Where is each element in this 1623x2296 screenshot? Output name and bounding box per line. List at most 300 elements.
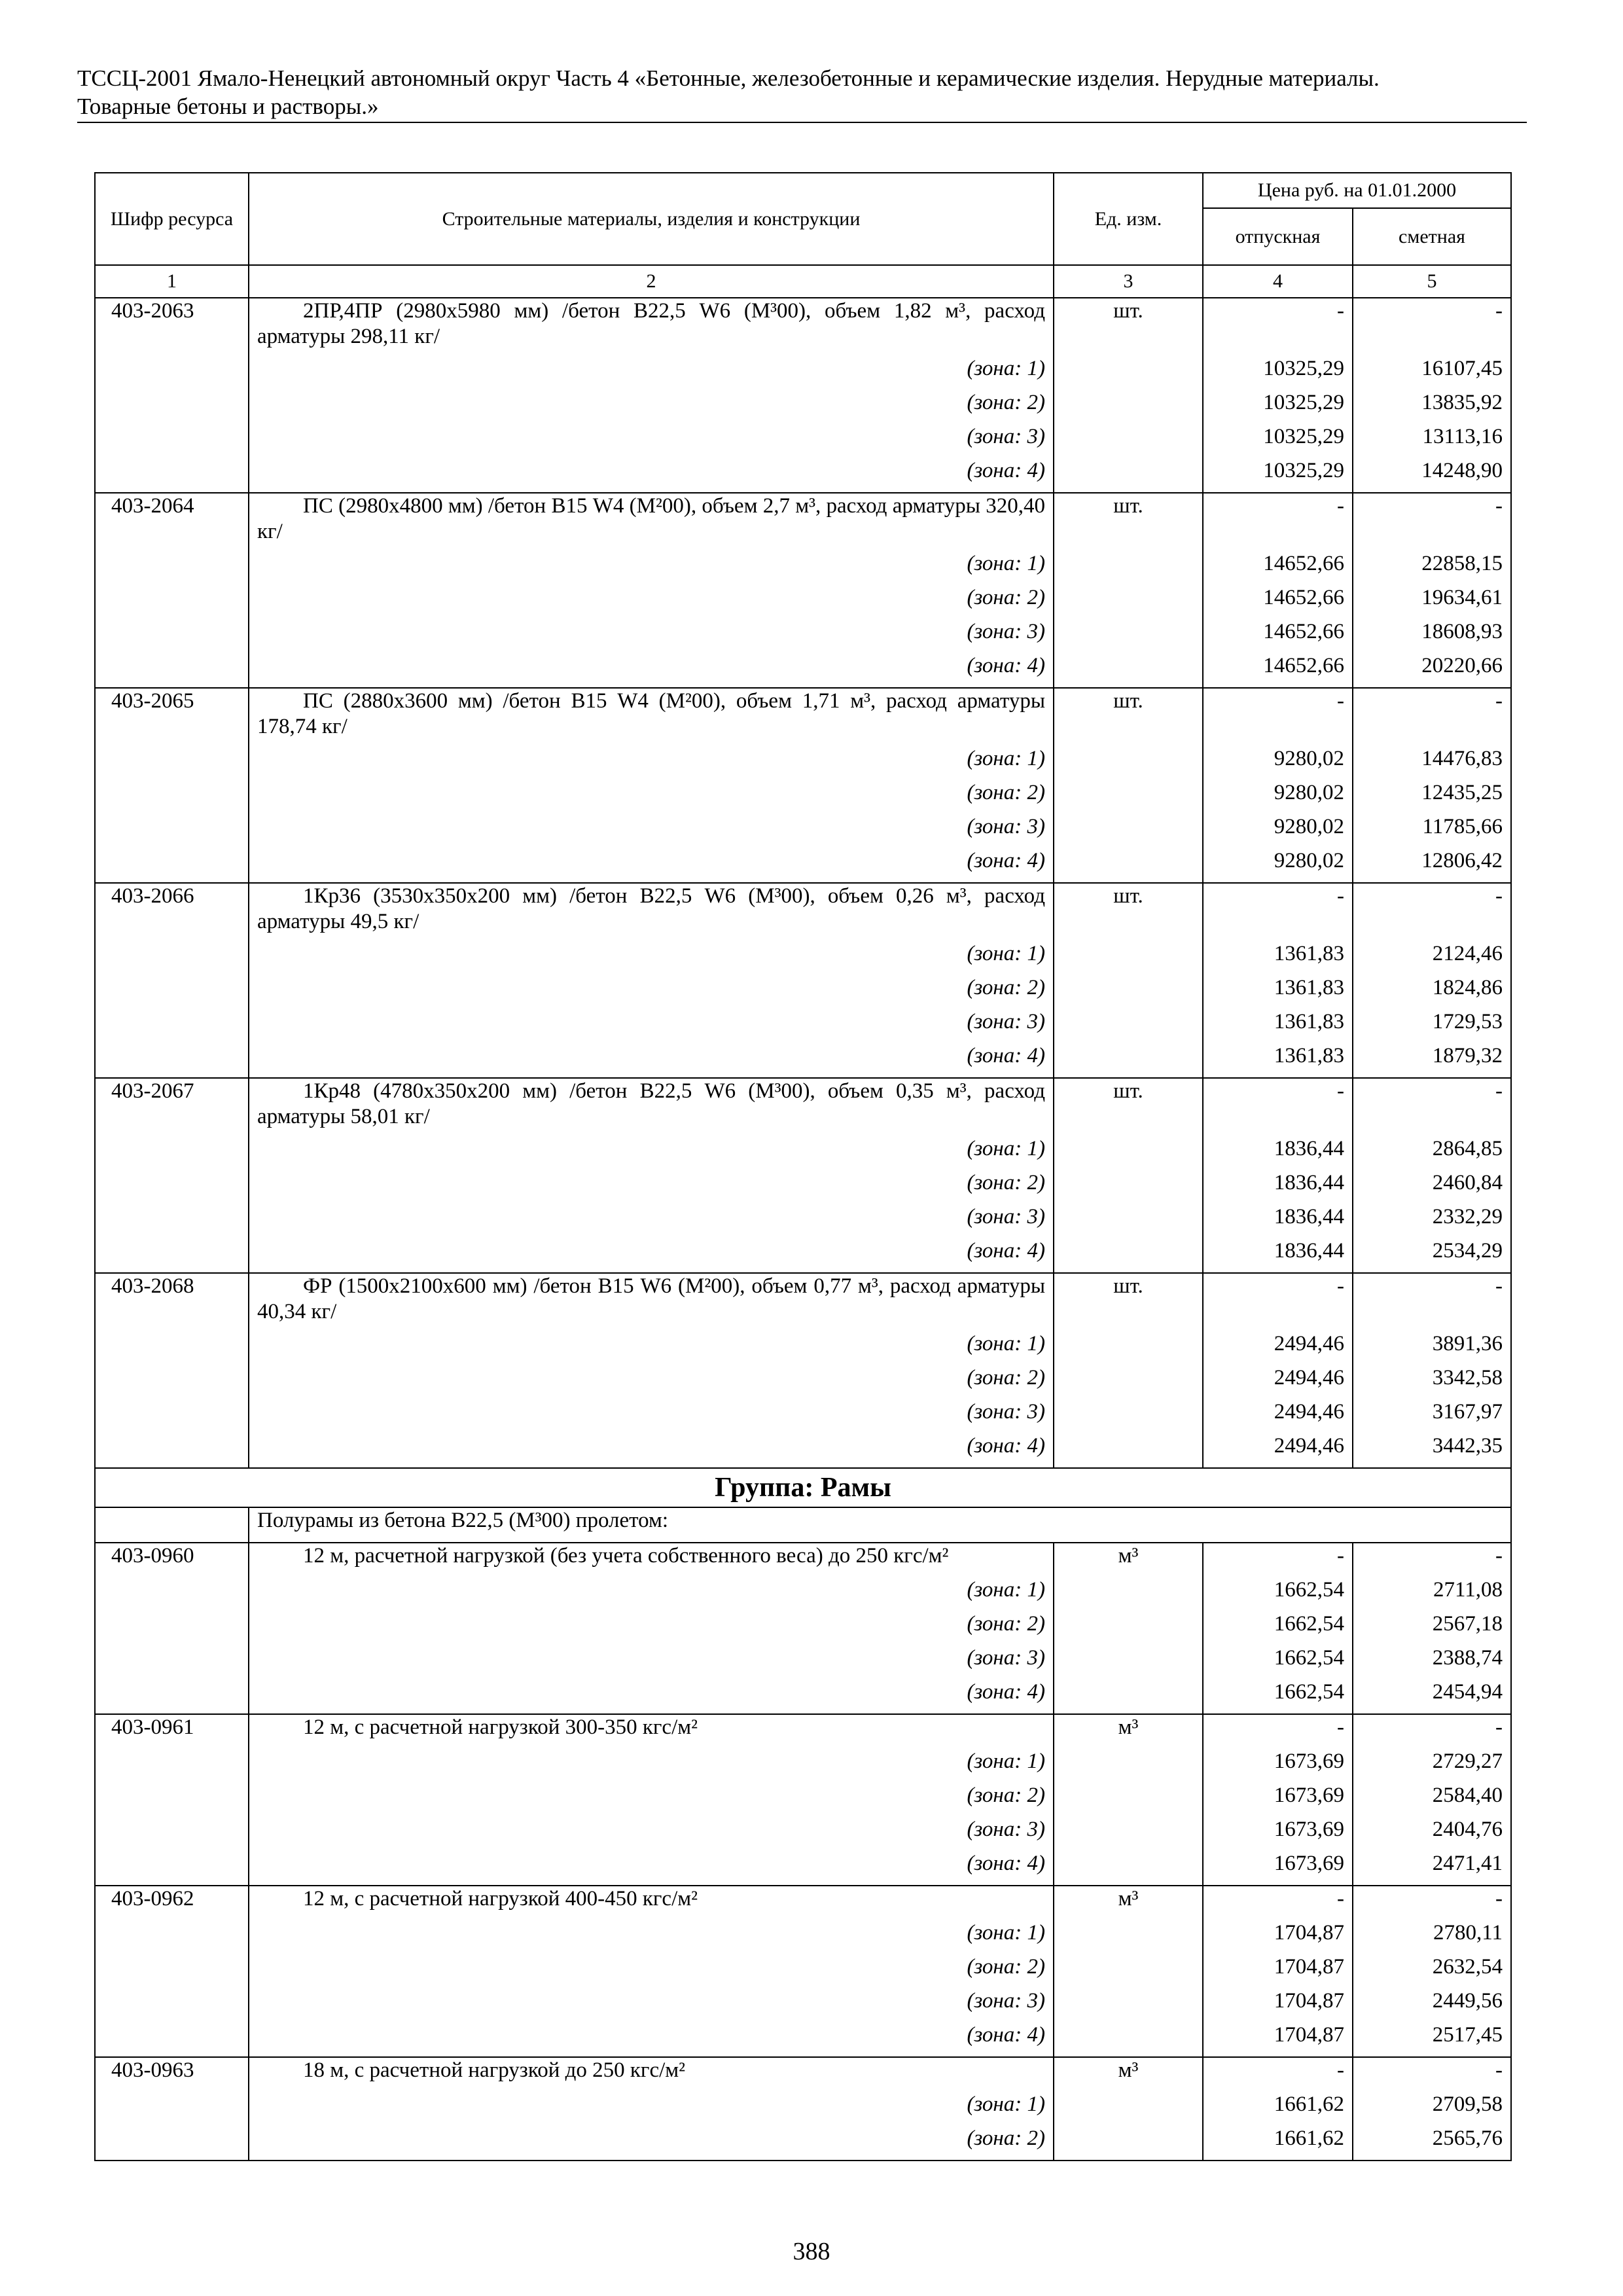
zone-estimate-price: 3442,35 — [1353, 1433, 1511, 1468]
column-header-estimate: сметная — [1353, 208, 1511, 265]
zone-release-price: 1361,83 — [1203, 1043, 1353, 1078]
zone-row — [95, 1136, 1511, 1170]
empty-cell — [1054, 551, 1203, 585]
empty-cell — [1054, 1611, 1203, 1645]
zone-label: (зона: 1) — [249, 2092, 1054, 2126]
zone-row — [95, 1577, 1511, 1611]
empty-cell — [95, 1851, 249, 1886]
zone-release-price: 10325,29 — [1203, 356, 1353, 390]
zone-row — [95, 551, 1511, 585]
zone-label: (зона: 2) — [249, 1954, 1054, 1988]
price-table — [94, 172, 1512, 2161]
empty-cell — [95, 653, 249, 688]
zone-row — [95, 1399, 1511, 1433]
empty-cell — [1054, 1433, 1203, 1468]
zone-release-price: 1704,87 — [1203, 1920, 1353, 1954]
release-price: - — [1203, 1714, 1353, 1749]
empty-cell — [1054, 356, 1203, 390]
resource-code: 403-2068 — [95, 1273, 249, 1331]
empty-cell — [95, 551, 249, 585]
empty-cell — [1054, 653, 1203, 688]
zone-label: (зона: 2) — [249, 585, 1054, 619]
empty-cell — [95, 1507, 249, 1543]
zone-row — [95, 2092, 1511, 2126]
empty-cell — [1054, 390, 1203, 424]
zone-estimate-price: 14248,90 — [1353, 458, 1511, 493]
zone-estimate-price: 2632,54 — [1353, 1954, 1511, 1988]
table-row — [95, 883, 1511, 941]
zone-row — [95, 1365, 1511, 1399]
empty-cell — [95, 2126, 249, 2161]
resource-code: 403-0963 — [95, 2057, 249, 2092]
price-table-container — [94, 172, 1510, 2161]
zone-release-price: 1673,69 — [1203, 1851, 1353, 1886]
item-name: 18 м, с расчетной нагрузкой до 250 кгс/м² — [249, 2057, 1054, 2092]
unit-cell: шт. — [1054, 298, 1203, 356]
zone-row — [95, 2126, 1511, 2161]
empty-cell — [95, 1136, 249, 1170]
zone-label: (зона: 2) — [249, 1611, 1054, 1645]
empty-cell — [95, 585, 249, 619]
zone-estimate-price: 2124,46 — [1353, 941, 1511, 975]
zone-label: (зона: 1) — [249, 1136, 1054, 1170]
zone-label: (зона: 2) — [249, 2126, 1054, 2161]
zone-release-price: 1661,62 — [1203, 2126, 1353, 2161]
table-row — [95, 1273, 1511, 1331]
empty-cell — [1054, 780, 1203, 814]
unit-cell: м³ — [1054, 1714, 1203, 1749]
zone-estimate-price: 2404,76 — [1353, 1817, 1511, 1851]
resource-code: 403-2066 — [95, 883, 249, 941]
zone-row — [95, 1783, 1511, 1817]
zone-label: (зона: 2) — [249, 1365, 1054, 1399]
zone-row — [95, 653, 1511, 688]
zone-label: (зона: 3) — [249, 424, 1054, 458]
zone-release-price: 1836,44 — [1203, 1204, 1353, 1238]
empty-cell — [95, 780, 249, 814]
zone-label: (зона: 1) — [249, 1577, 1054, 1611]
zone-release-price: 1662,54 — [1203, 1645, 1353, 1679]
zone-row — [95, 390, 1511, 424]
item-name: ФР (1500x2100x600 мм) /бетон В15 W6 (М²00), объем 0,77 м³, расход арматуры 40,34 кг/ — [249, 1273, 1054, 1331]
table-row — [95, 298, 1511, 356]
unit-cell: шт. — [1054, 883, 1203, 941]
zone-estimate-price: 2454,94 — [1353, 1679, 1511, 1714]
empty-cell — [95, 1433, 249, 1468]
unit-cell: шт. — [1054, 1273, 1203, 1331]
column-number: 3 — [1054, 265, 1203, 298]
zone-release-price: 1361,83 — [1203, 1009, 1353, 1043]
empty-cell — [1054, 1331, 1203, 1365]
zone-label: (зона: 1) — [249, 746, 1054, 780]
zone-estimate-price: 3167,97 — [1353, 1399, 1511, 1433]
empty-cell — [95, 2022, 249, 2057]
zone-estimate-price: 2534,29 — [1353, 1238, 1511, 1273]
empty-cell — [1054, 848, 1203, 883]
zone-release-price: 10325,29 — [1203, 390, 1353, 424]
table-row — [95, 1886, 1511, 1920]
resource-code: 403-2064 — [95, 493, 249, 551]
zone-row — [95, 975, 1511, 1009]
empty-cell — [95, 356, 249, 390]
empty-cell — [95, 619, 249, 653]
header-line-2: Товарные бетоны и растворы.» — [77, 94, 379, 119]
empty-cell — [1054, 1645, 1203, 1679]
estimate-price: - — [1353, 493, 1511, 551]
empty-cell — [95, 1399, 249, 1433]
zone-release-price: 1836,44 — [1203, 1170, 1353, 1204]
unit-cell: шт. — [1054, 493, 1203, 551]
item-name: 1Кр36 (3530x350x200 мм) /бетон В22,5 W6 (М³00), объем 0,26 м³, расход арматуры 49,5 кг/ — [249, 883, 1054, 941]
page-number: 388 — [793, 2238, 830, 2265]
empty-cell — [1054, 1170, 1203, 1204]
table-row — [95, 493, 1511, 551]
header-divider — [77, 122, 1527, 123]
zone-row — [95, 1920, 1511, 1954]
zone-release-price: 14652,66 — [1203, 585, 1353, 619]
zone-estimate-price: 12435,25 — [1353, 780, 1511, 814]
zone-release-price: 9280,02 — [1203, 746, 1353, 780]
zone-row — [95, 1433, 1511, 1468]
zone-row — [95, 1170, 1511, 1204]
empty-cell — [1054, 1204, 1203, 1238]
zone-estimate-price: 2780,11 — [1353, 1920, 1511, 1954]
zone-row — [95, 1204, 1511, 1238]
zone-row — [95, 424, 1511, 458]
zone-label: (зона: 3) — [249, 1645, 1054, 1679]
estimate-price: - — [1353, 1886, 1511, 1920]
unit-cell: м³ — [1054, 1543, 1203, 1577]
zone-estimate-price: 1879,32 — [1353, 1043, 1511, 1078]
release-price: - — [1203, 1078, 1353, 1136]
zone-estimate-price: 2709,58 — [1353, 2092, 1511, 2126]
table-body-section-a — [95, 298, 1511, 1468]
item-name: ПС (2880x3600 мм) /бетон В15 W4 (М²00), объем 1,71 м³, расход арматуры 178,74 кг/ — [249, 688, 1054, 746]
zone-estimate-price: 19634,61 — [1353, 585, 1511, 619]
zone-estimate-price: 14476,83 — [1353, 746, 1511, 780]
zone-label: (зона: 3) — [249, 1817, 1054, 1851]
zone-row — [95, 1851, 1511, 1886]
estimate-price: - — [1353, 1273, 1511, 1331]
empty-cell — [95, 1043, 249, 1078]
column-number: 5 — [1353, 265, 1511, 298]
header-line-1: ТССЦ-2001 Ямало-Ненецкий автономный округ Часть 4 «Бетонные, железобетонные и керамические изделия. Нерудные материалы. — [77, 65, 1380, 91]
zone-label: (зона: 1) — [249, 356, 1054, 390]
zone-release-price: 1361,83 — [1203, 975, 1353, 1009]
empty-cell — [1054, 424, 1203, 458]
empty-cell — [95, 1238, 249, 1273]
empty-cell — [1054, 1043, 1203, 1078]
estimate-price: - — [1353, 298, 1511, 356]
zone-row — [95, 619, 1511, 653]
estimate-price: - — [1353, 883, 1511, 941]
empty-cell — [95, 1645, 249, 1679]
zone-label: (зона: 4) — [249, 1238, 1054, 1273]
resource-code: 403-0961 — [95, 1714, 249, 1749]
empty-cell — [1054, 746, 1203, 780]
document-header — [77, 64, 1527, 120]
column-header-name: Строительные материалы, изделия и конструкции — [249, 173, 1054, 265]
item-name: 12 м, расчетной нагрузкой (без учета собственного веса) до 250 кгс/м² — [249, 1543, 1054, 1577]
zone-release-price: 1836,44 — [1203, 1136, 1353, 1170]
empty-cell — [95, 975, 249, 1009]
zone-label: (зона: 3) — [249, 1988, 1054, 2022]
zone-label: (зона: 3) — [249, 1399, 1054, 1433]
unit-cell: шт. — [1054, 688, 1203, 746]
estimate-price: - — [1353, 688, 1511, 746]
table-header — [95, 173, 1511, 298]
empty-cell — [95, 941, 249, 975]
zone-label: (зона: 4) — [249, 1679, 1054, 1714]
release-price: - — [1203, 298, 1353, 356]
zone-estimate-price: 22858,15 — [1353, 551, 1511, 585]
zone-release-price: 1704,87 — [1203, 1988, 1353, 2022]
unit-cell: м³ — [1054, 2057, 1203, 2092]
resource-code: 403-0962 — [95, 1886, 249, 1920]
item-name: 1Кр48 (4780x350x200 мм) /бетон В22,5 W6 (М³00), объем 0,35 м³, расход арматуры 58,01 кг/ — [249, 1078, 1054, 1136]
zone-estimate-price: 2517,45 — [1353, 2022, 1511, 2057]
empty-cell — [1054, 1988, 1203, 2022]
empty-cell — [1054, 814, 1203, 848]
group-section — [95, 1468, 1511, 1543]
empty-cell — [1054, 1399, 1203, 1433]
empty-cell — [95, 848, 249, 883]
empty-cell — [1054, 941, 1203, 975]
empty-cell — [95, 1009, 249, 1043]
zone-label: (зона: 4) — [249, 848, 1054, 883]
zone-estimate-price: 18608,93 — [1353, 619, 1511, 653]
estimate-price: - — [1353, 1543, 1511, 1577]
zone-estimate-price: 1729,53 — [1353, 1009, 1511, 1043]
empty-cell — [1054, 1365, 1203, 1399]
zone-label: (зона: 3) — [249, 1204, 1054, 1238]
zone-release-price: 2494,46 — [1203, 1331, 1353, 1365]
zone-row — [95, 1238, 1511, 1273]
empty-cell — [1054, 1783, 1203, 1817]
zone-estimate-price: 2388,74 — [1353, 1645, 1511, 1679]
zone-label: (зона: 1) — [249, 551, 1054, 585]
empty-cell — [1054, 1009, 1203, 1043]
column-header-price: Цена руб. на 01.01.2000 — [1203, 173, 1511, 208]
zone-estimate-price: 20220,66 — [1353, 653, 1511, 688]
empty-cell — [95, 1920, 249, 1954]
zone-release-price: 14652,66 — [1203, 551, 1353, 585]
table-row — [95, 1714, 1511, 1749]
empty-cell — [1054, 619, 1203, 653]
zone-estimate-price: 16107,45 — [1353, 356, 1511, 390]
zone-row — [95, 941, 1511, 975]
zone-row — [95, 848, 1511, 883]
zone-row — [95, 1331, 1511, 1365]
empty-cell — [95, 1954, 249, 1988]
empty-cell — [1054, 2126, 1203, 2161]
zone-release-price: 9280,02 — [1203, 814, 1353, 848]
zone-row — [95, 1611, 1511, 1645]
resource-code: 403-0960 — [95, 1543, 249, 1577]
zone-release-price: 1673,69 — [1203, 1817, 1353, 1851]
release-price: - — [1203, 1273, 1353, 1331]
zone-label: (зона: 2) — [249, 390, 1054, 424]
zone-release-price: 10325,29 — [1203, 458, 1353, 493]
release-price: - — [1203, 688, 1353, 746]
empty-cell — [95, 458, 249, 493]
zone-row — [95, 458, 1511, 493]
empty-cell — [95, 1679, 249, 1714]
zone-estimate-price: 2584,40 — [1353, 1783, 1511, 1817]
empty-cell — [1054, 1817, 1203, 1851]
release-price: - — [1203, 1886, 1353, 1920]
empty-cell — [95, 1817, 249, 1851]
estimate-price: - — [1353, 1714, 1511, 1749]
column-number: 4 — [1203, 265, 1353, 298]
zone-estimate-price: 3342,58 — [1353, 1365, 1511, 1399]
column-header-release: отпускная — [1203, 208, 1353, 265]
zone-release-price: 14652,66 — [1203, 653, 1353, 688]
unit-cell: м³ — [1054, 1886, 1203, 1920]
empty-cell — [95, 1783, 249, 1817]
resource-code: 403-2067 — [95, 1078, 249, 1136]
zone-row — [95, 1749, 1511, 1783]
table-row — [95, 1078, 1511, 1136]
column-number: 2 — [249, 265, 1054, 298]
empty-cell — [95, 746, 249, 780]
zone-row — [95, 1043, 1511, 1078]
table-row — [95, 2057, 1511, 2092]
empty-cell — [95, 1988, 249, 2022]
release-price: - — [1203, 883, 1353, 941]
empty-cell — [95, 1611, 249, 1645]
zone-row — [95, 1817, 1511, 1851]
zone-release-price: 9280,02 — [1203, 848, 1353, 883]
estimate-price: - — [1353, 2057, 1511, 2092]
empty-cell — [1054, 1679, 1203, 1714]
zone-estimate-price: 13835,92 — [1353, 390, 1511, 424]
zone-release-price: 1673,69 — [1203, 1749, 1353, 1783]
zone-label: (зона: 4) — [249, 2022, 1054, 2057]
zone-release-price: 1662,54 — [1203, 1611, 1353, 1645]
zone-estimate-price: 2864,85 — [1353, 1136, 1511, 1170]
empty-cell — [1054, 585, 1203, 619]
zone-label: (зона: 4) — [249, 458, 1054, 493]
empty-cell — [1054, 458, 1203, 493]
zone-row — [95, 1009, 1511, 1043]
resource-code: 403-2065 — [95, 688, 249, 746]
empty-cell — [1054, 1238, 1203, 1273]
zone-release-price: 1662,54 — [1203, 1577, 1353, 1611]
zone-estimate-price: 11785,66 — [1353, 814, 1511, 848]
zone-row — [95, 746, 1511, 780]
zone-row — [95, 1988, 1511, 2022]
empty-cell — [95, 1365, 249, 1399]
zone-estimate-price: 2449,56 — [1353, 1988, 1511, 2022]
column-header-code: Шифр ресурса — [95, 173, 249, 265]
zone-label: (зона: 1) — [249, 1331, 1054, 1365]
item-name: ПС (2980x4800 мм) /бетон В15 W4 (М²00), объем 2,7 м³, расход арматуры 320,40 кг/ — [249, 493, 1054, 551]
item-name: 12 м, с расчетной нагрузкой 300-350 кгс/м² — [249, 1714, 1054, 1749]
empty-cell — [95, 1577, 249, 1611]
resource-code: 403-2063 — [95, 298, 249, 356]
zone-estimate-price: 2567,18 — [1353, 1611, 1511, 1645]
zone-label: (зона: 4) — [249, 1043, 1054, 1078]
table-body-section-b — [95, 1543, 1511, 2161]
empty-cell — [95, 390, 249, 424]
zone-row — [95, 585, 1511, 619]
zone-label: (зона: 2) — [249, 1783, 1054, 1817]
zone-label: (зона: 1) — [249, 941, 1054, 975]
item-name: 12 м, с расчетной нагрузкой 400-450 кгс/м² — [249, 1886, 1054, 1920]
zone-label: (зона: 2) — [249, 1170, 1054, 1204]
empty-cell — [1054, 975, 1203, 1009]
zone-release-price: 1662,54 — [1203, 1679, 1353, 1714]
zone-estimate-price: 2729,27 — [1353, 1749, 1511, 1783]
empty-cell — [95, 1204, 249, 1238]
empty-cell — [1054, 2092, 1203, 2126]
zone-release-price: 1704,87 — [1203, 1954, 1353, 1988]
empty-cell — [95, 424, 249, 458]
zone-estimate-price: 2460,84 — [1353, 1170, 1511, 1204]
empty-cell — [95, 1749, 249, 1783]
zone-release-price: 2494,46 — [1203, 1433, 1353, 1468]
zone-label: (зона: 4) — [249, 1433, 1054, 1468]
zone-estimate-price: 13113,16 — [1353, 424, 1511, 458]
zone-label: (зона: 3) — [249, 814, 1054, 848]
zone-estimate-price: 12806,42 — [1353, 848, 1511, 883]
zone-label: (зона: 4) — [249, 653, 1054, 688]
zone-label: (зона: 4) — [249, 1851, 1054, 1886]
empty-cell — [1054, 1749, 1203, 1783]
item-name: 2ПР,4ПР (2980x5980 мм) /бетон В22,5 W6 (М³00), объем 1,82 м³, расход арматуры 298,11 кг/ — [249, 298, 1054, 356]
zone-row — [95, 1954, 1511, 1988]
empty-cell — [1054, 1920, 1203, 1954]
empty-cell — [1054, 1851, 1203, 1886]
release-price: - — [1203, 493, 1353, 551]
zone-row — [95, 356, 1511, 390]
zone-label: (зона: 2) — [249, 975, 1054, 1009]
table-row — [95, 688, 1511, 746]
zone-label: (зона: 3) — [249, 1009, 1054, 1043]
zone-row — [95, 1679, 1511, 1714]
zone-release-price: 2494,46 — [1203, 1365, 1353, 1399]
empty-cell — [1054, 1954, 1203, 1988]
zone-release-price: 14652,66 — [1203, 619, 1353, 653]
empty-cell — [1054, 1577, 1203, 1611]
empty-cell — [95, 814, 249, 848]
column-number: 1 — [95, 265, 249, 298]
zone-release-price: 1704,87 — [1203, 2022, 1353, 2057]
zone-label: (зона: 1) — [249, 1749, 1054, 1783]
zone-estimate-price: 3891,36 — [1353, 1331, 1511, 1365]
zone-release-price: 9280,02 — [1203, 780, 1353, 814]
zone-estimate-price: 2471,41 — [1353, 1851, 1511, 1886]
table-row — [95, 1543, 1511, 1577]
zone-release-price: 10325,29 — [1203, 424, 1353, 458]
column-header-unit: Ед. изм. — [1054, 173, 1203, 265]
zone-row — [95, 1645, 1511, 1679]
zone-estimate-price: 1824,86 — [1353, 975, 1511, 1009]
zone-release-price: 2494,46 — [1203, 1399, 1353, 1433]
group-subheading: Полурамы из бетона В22,5 (М³00) пролетом: — [249, 1507, 1511, 1543]
empty-cell — [95, 2092, 249, 2126]
group-title: Группа: Рамы — [95, 1468, 1511, 1507]
empty-cell — [95, 1170, 249, 1204]
release-price: - — [1203, 1543, 1353, 1577]
zone-release-price: 1836,44 — [1203, 1238, 1353, 1273]
estimate-price: - — [1353, 1078, 1511, 1136]
zone-release-price: 1361,83 — [1203, 941, 1353, 975]
zone-estimate-price: 2565,76 — [1353, 2126, 1511, 2161]
zone-estimate-price: 2711,08 — [1353, 1577, 1511, 1611]
zone-label: (зона: 3) — [249, 619, 1054, 653]
